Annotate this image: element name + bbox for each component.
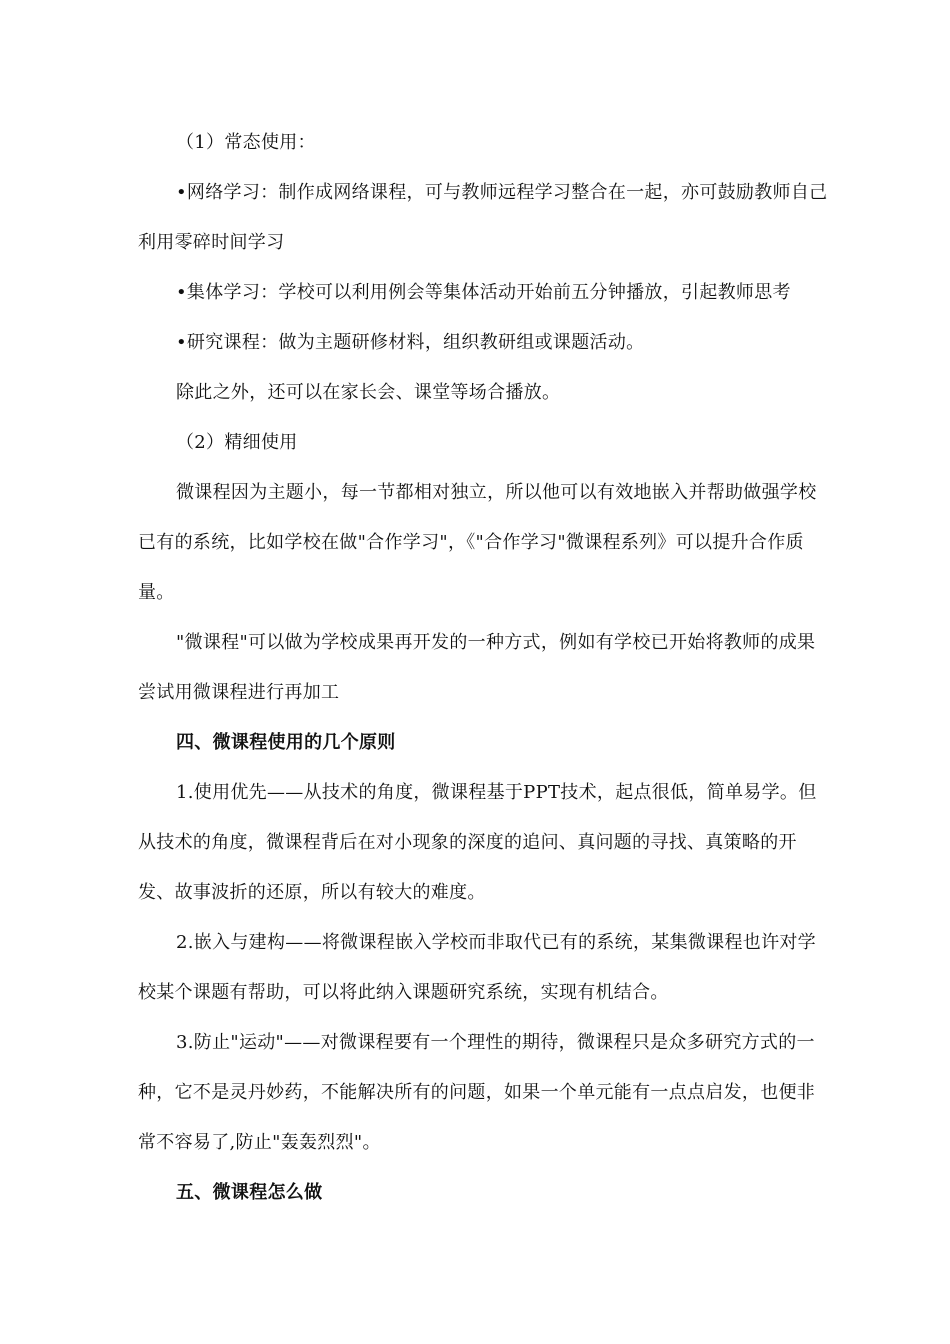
section-heading-how-to: 五、微课程怎么做 xyxy=(176,1182,323,1203)
paragraph-redevelopment: "微课程"可以做为学校成果再开发的一种方式，例如有学校已开始将教师的成果尝试用微课程进行再加工 xyxy=(138,632,816,703)
paragraph-fine-use-body: 微课程因为主题小，每一节都相对独立，所以他可以有效地嵌入并帮助做强学校已有的系统，比如学校在做"合作学习"，《"合作学习"微课程系列》可以提升合作质量。 xyxy=(138,482,817,603)
bullet-research-course: •研究课程：做为主题研修材料，组织教研组或课题活动。 xyxy=(176,332,645,353)
principle-3: 3.防止"运动"——对微课程要有一个理性的期待，微课程只是众多研究方式的一种，它不是灵丹妙药，不能解决所有的问题，如果一个单元能有一点点启发，也便非常不容易了,防止"轰轰烈烈"。 xyxy=(138,1032,816,1153)
subheading-regular-use: （1）常态使用： xyxy=(176,132,316,153)
subheading-fine-use: （2）精细使用 xyxy=(176,432,298,453)
bullet-online-learning: •网络学习：制作成网络课程，可与教师远程学习整合在一起，亦可鼓励教师自己利用零碎时间学习 xyxy=(138,182,828,253)
paragraph-other-occasions: 除此之外，还可以在家长会、课堂等场合播放。 xyxy=(176,382,561,403)
section-heading-principles: 四、微课程使用的几个原则 xyxy=(176,732,396,753)
principle-2: 2.嵌入与建构——将微课程嵌入学校而非取代已有的系统，某集微课程也许对学校某个课题有帮助，可以将此纳入课题研究系统，实现有机结合。 xyxy=(138,932,816,1003)
principle-1: 1.使用优先——从技术的角度，微课程基于PPT技术，起点很低，简单易学。但从技术的角度，微课程背后在对小现象的深度的追问、真问题的寻找、真策略的开发、故事波折的还原，所以有较大的难度。 xyxy=(138,782,817,903)
document-body xyxy=(138,118,828,1218)
bullet-group-learning: •集体学习：学校可以利用例会等集体活动开始前五分钟播放，引起教师思考 xyxy=(176,282,791,303)
